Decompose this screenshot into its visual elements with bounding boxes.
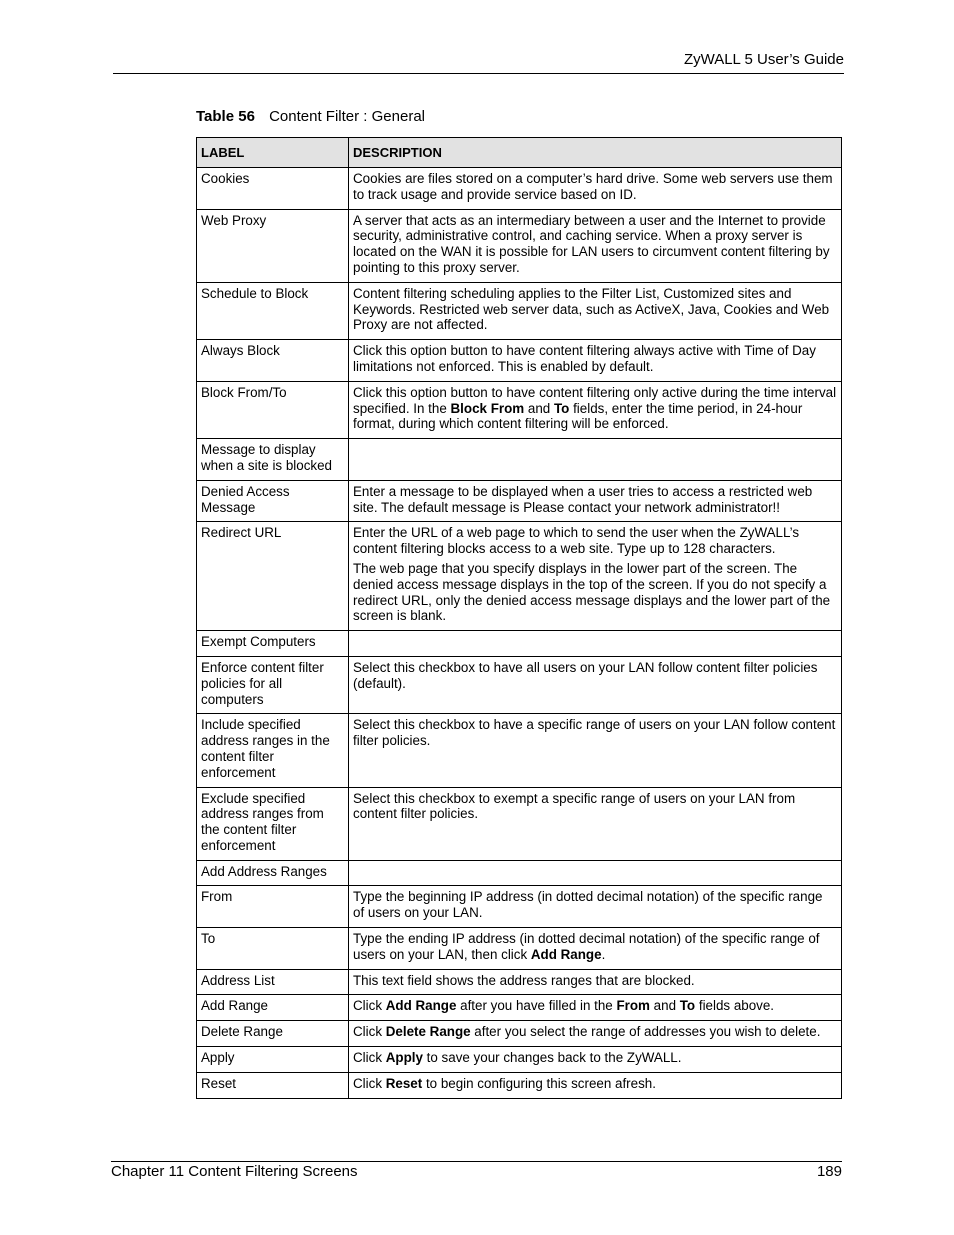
row-description xyxy=(349,282,842,339)
table-row xyxy=(197,928,842,970)
row-description xyxy=(349,381,842,438)
description-paragraph: Click this option button to have content filtering always active with Time of Day limitations not enforced. This is enabled by default. xyxy=(353,343,816,374)
page-number: 189 xyxy=(816,1163,842,1180)
table-row xyxy=(197,656,842,713)
row-label: Apply xyxy=(197,1047,349,1073)
table-row xyxy=(197,522,842,631)
row-label: Exempt Computers xyxy=(197,631,349,657)
table-caption xyxy=(196,108,425,126)
row-description xyxy=(349,340,842,382)
row-description xyxy=(349,631,842,657)
row-label: Include specified address ranges in the content filter enforcement xyxy=(197,714,349,787)
row-label: Schedule to Block xyxy=(197,282,349,339)
row-description xyxy=(349,1072,842,1098)
description-paragraph: Type the ending IP address (in dotted decimal notation) of the specific range of users on your LAN, then click Add Range. xyxy=(353,931,820,962)
table-title: Content Filter : General xyxy=(269,108,425,125)
row-label: To xyxy=(197,928,349,970)
row-label: Reset xyxy=(197,1072,349,1098)
row-description xyxy=(349,1021,842,1047)
row-description xyxy=(349,714,842,787)
description-paragraph: Enter a message to be displayed when a user tries to access a restricted web site. The default message is Please contact your network administrator!! xyxy=(353,483,813,515)
table-row xyxy=(197,995,842,1021)
description-column-header: DESCRIPTION xyxy=(349,138,842,168)
row-description xyxy=(349,928,842,970)
label-column-header: LABEL xyxy=(197,138,349,168)
row-label: Redirect URL xyxy=(197,522,349,631)
description-paragraph: Content filtering scheduling applies to the Filter List, Customized sites and Keywords. Restricted web server data, such as ActiveX, Java, Cookies and Web Proxy are not affected. xyxy=(353,285,830,333)
row-label: Enforce content filter policies for all computers xyxy=(197,656,349,713)
row-description xyxy=(349,480,842,522)
row-label: Always Block xyxy=(197,340,349,382)
row-label: Add Address Ranges xyxy=(197,860,349,886)
description-paragraph: Click Apply to save your changes back to the ZyWALL. xyxy=(353,1050,682,1066)
table-row xyxy=(197,439,842,481)
description-paragraph: Click this option button to have content filtering only active during the time interval specified. In the Block From and To fields, enter the time period, in 24-hour format, during which content filtering will be enforced. xyxy=(353,384,837,432)
row-label: Block From/To xyxy=(197,381,349,438)
description-paragraph: Click Reset to begin configuring this screen afresh. xyxy=(353,1075,656,1091)
description-paragraph: Cookies are files stored on a computer’s hard drive. Some web servers use them to track usage and provide service based on ID. xyxy=(353,171,833,202)
table-row xyxy=(197,631,842,657)
row-description xyxy=(349,969,842,995)
row-label: Address List xyxy=(197,969,349,995)
table-body xyxy=(197,168,842,1099)
table-row xyxy=(197,209,842,282)
table-row xyxy=(197,787,842,860)
table-row xyxy=(197,969,842,995)
row-label: Message to display when a site is blocked xyxy=(197,439,349,481)
table-row xyxy=(197,340,842,382)
content-filter-table xyxy=(196,137,842,1099)
description-paragraph: Type the beginning IP address (in dotted decimal notation) of the specific range of users on your LAN. xyxy=(353,889,823,921)
chapter-title: Chapter 11 Content Filtering Screens xyxy=(111,1163,358,1180)
running-header: ZyWALL 5 User’s Guide xyxy=(683,51,844,68)
row-label: From xyxy=(197,886,349,928)
table-row xyxy=(197,282,842,339)
row-description xyxy=(349,1047,842,1073)
description-paragraph: Enter the URL of a web page to which to send the user when the ZyWALL’s content filtering blocks access to a web site. Type up to 128 characters. xyxy=(353,525,800,557)
row-label: Exclude specified address ranges from the content filter enforcement xyxy=(197,787,349,860)
description-paragraph: This text field shows the address ranges that are blocked. xyxy=(353,972,695,988)
table-row xyxy=(197,480,842,522)
table-row xyxy=(197,168,842,210)
description-paragraph: Select this checkbox to have a specific range of users on your LAN follow content filter policies. xyxy=(353,717,836,749)
row-description xyxy=(349,439,842,481)
description-paragraph: Select this checkbox to exempt a specific range of users on your LAN from content filter policies. xyxy=(353,790,796,822)
row-description xyxy=(349,860,842,886)
row-description xyxy=(349,787,842,860)
row-description xyxy=(349,209,842,282)
description-paragraph: Click Add Range after you have filled in the From and To fields above. xyxy=(353,998,775,1014)
row-description xyxy=(349,168,842,210)
table-row xyxy=(197,1021,842,1047)
row-description xyxy=(349,656,842,713)
table-row xyxy=(197,886,842,928)
table-row xyxy=(197,1072,842,1098)
row-label: Add Range xyxy=(197,995,349,1021)
row-description xyxy=(349,522,842,631)
table-header-row xyxy=(197,138,842,168)
table-row xyxy=(197,1047,842,1073)
table-row xyxy=(197,381,842,438)
header-rule xyxy=(113,73,844,74)
description-paragraph: A server that acts as an intermediary between a user and the Internet to provide security, administrative control, and caching service. When a proxy server is located on the WAN it is possible for LAN users to circumvent content filtering by pointing to this proxy server. xyxy=(353,212,830,275)
description-paragraph: The web page that you specify displays in the lower part of the screen. The denied access message displays in the top of the screen. If you do not specify a redirect URL, only the denied access message displays and the lower part of the screen is blank. xyxy=(353,560,831,624)
row-description xyxy=(349,886,842,928)
row-description xyxy=(349,995,842,1021)
row-label: Delete Range xyxy=(197,1021,349,1047)
row-label: Web Proxy xyxy=(197,209,349,282)
description-paragraph: Click Delete Range after you select the range of addresses you wish to delete. xyxy=(353,1024,821,1040)
table-row xyxy=(197,860,842,886)
row-label: Denied Access Message xyxy=(197,480,349,522)
table-row xyxy=(197,714,842,787)
table-number: Table 56 xyxy=(196,108,255,125)
description-paragraph: Select this checkbox to have all users on your LAN follow content filter policies (default). xyxy=(353,659,818,691)
row-label: Cookies xyxy=(197,168,349,210)
